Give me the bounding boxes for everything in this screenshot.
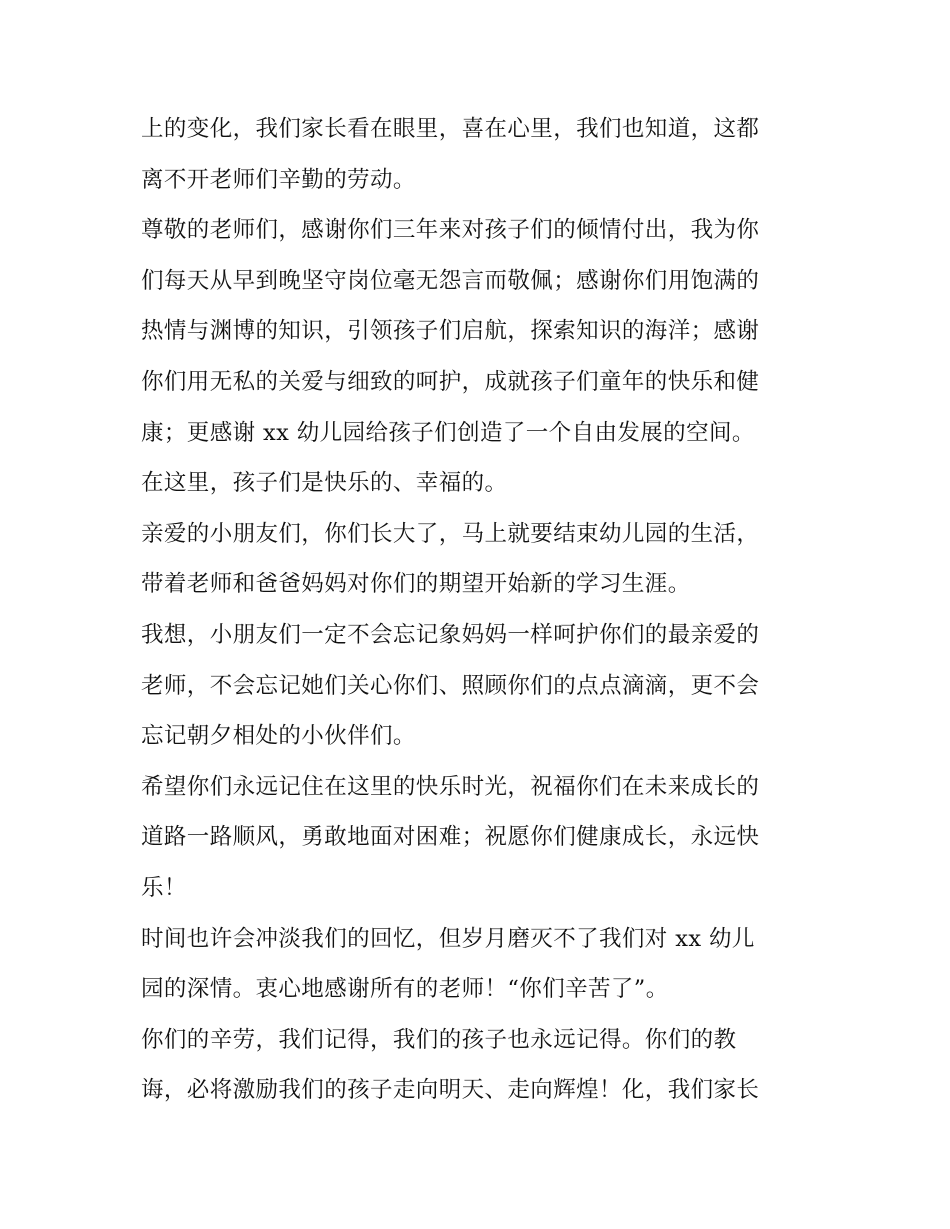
text-line: 们每天从早到晚坚守岗位毫无怨言而敬佩；感谢你们用饱满的 xyxy=(141,267,760,294)
text-line: 老师，不会忘记她们关心你们、照顾你们的点点滴滴，更不会 xyxy=(141,672,760,699)
text-line: 诲，必将激励我们的孩子走向明天、走向辉煌！化，我们家长 xyxy=(141,1077,760,1104)
text-line: 尊敬的老师们，感谢你们三年来对孩子们的倾情付出，我为你 xyxy=(141,217,760,244)
text-line: 我想，小朋友们一定不会忘记象妈妈一样呵护你们的最亲爱的 xyxy=(141,621,760,648)
text-line: 亲爱的小朋友们，你们长大了，马上就要结束幼儿园的生活， xyxy=(141,520,760,547)
text-line: 在这里，孩子们是快乐的、幸福的。 xyxy=(141,470,508,497)
text-line: 道路一路顺风，勇敢地面对困难；祝愿你们健康成长，永远快 xyxy=(141,824,760,851)
text-line: 忘记朝夕相处的小伙伴们。 xyxy=(141,723,416,750)
text-line: 乐！ xyxy=(141,874,187,901)
text-line: 你们用无私的关爱与细致的呵护，成就孩子们童年的快乐和健 xyxy=(141,368,760,395)
document-body xyxy=(141,104,813,1116)
text-line: 园的深情。衷心地感谢所有的老师！“你们辛苦了”。 xyxy=(141,976,669,1003)
text-line: 康；更感谢 xx 幼儿园给孩子们创造了一个自由发展的空间。 xyxy=(141,419,755,446)
text-line: 热情与渊博的知识，引领孩子们启航，探索知识的海洋；感谢 xyxy=(141,318,760,345)
text-line: 上的变化，我们家长看在眼里，喜在心里，我们也知道，这都 xyxy=(141,116,760,142)
text-line: 带着老师和爸爸妈妈对你们的期望开始新的学习生涯。 xyxy=(141,571,691,598)
text-line: 你们的辛劳，我们记得，我们的孩子也永远记得。你们的教 xyxy=(141,1026,737,1053)
text-line: 时间也许会冲淡我们的回忆，但岁月磨灭不了我们对 xx 幼儿 xyxy=(141,925,755,952)
text-line: 离不开老师们辛勤的劳动。 xyxy=(141,166,416,193)
text-line: 希望你们永远记住在这里的快乐时光，祝福你们在未来成长的 xyxy=(141,773,760,800)
